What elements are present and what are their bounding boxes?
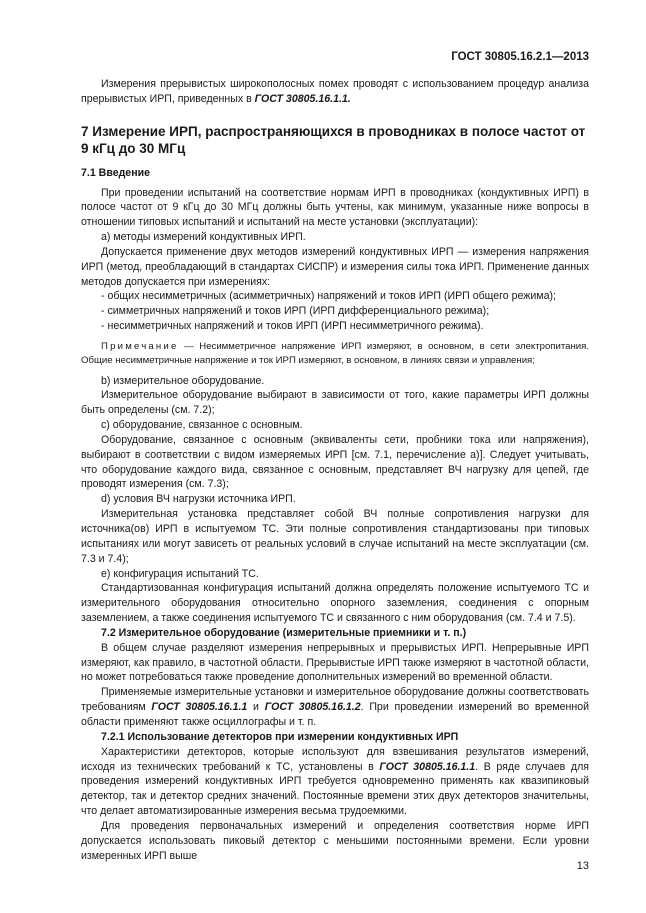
intro-text: Измерения прерывистых широкополосных помех проводят с использованием процедур анализа прерывистых ИРП, приведенных в <box>81 78 589 105</box>
list-item-c: с) оборудование, связанное с основным. <box>101 419 303 432</box>
list-item-b: b) измерительное оборудование. <box>101 374 265 387</box>
reference: ГОСТ 30805.16.1.1 <box>151 701 248 714</box>
paragraph: Допускается применение двух методов измерений кондуктивных ИРП — измерения напряжения ИРП (метод, преобладающий в стандартах СИСПР) и измерения силы тока ИРП. Применение данных методов допускается при измерениях: <box>81 245 589 288</box>
section-7-1-title: 7.1 Введение <box>81 166 151 179</box>
intro-reference: ГОСТ 30805.16.1.1. <box>254 92 351 105</box>
note-text: — Несимметричное напряжение ИРП измеряют, в основном, в сети электропитания. Общие несимметричные напряжение и ток ИРП измеряют, в основном, в линиях связи и управления; <box>81 340 589 366</box>
note-label: Примечание <box>101 340 179 352</box>
text-run: и <box>247 701 265 714</box>
note <box>81 340 589 368</box>
paragraph <box>81 745 589 819</box>
list-item-e: е) конфигурация испытаний ТС. <box>101 567 259 580</box>
paragraph: В общем случае разделяют измерения непрерывных и прерывистых ИРП. Непрерывные ИРП измеряют, как правило, в частотной области. Прерывистые ИРП также измеряют в частотной области, но может потребоваться также проведение дополнительных измерений во временной области. <box>81 641 589 684</box>
document-body <box>81 77 589 863</box>
text-run: . При проведении измерений во временной области применяют также осциллографы и т. п. <box>81 701 590 728</box>
page-number: 13 <box>576 860 589 872</box>
text-run: Применяемые измерительные установки и измерительное оборудование должны соответствовать требованиям <box>81 686 589 714</box>
list-item-d: d) условия ВЧ нагрузки источника ИРП. <box>101 493 296 506</box>
section-7-title: 7 Измерение ИРП, распространяющихся в проводниках в полосе частот от 9 кГц до 30 МГц <box>81 123 586 157</box>
bullet-item: - симметричных напряжений и токов ИРП (ИРП дифференциального режима); <box>101 305 490 318</box>
paragraph: Измерительное оборудование выбирают в зависимости от того, какие параметры ИРП должны быть определены (см. 7.2); <box>81 389 589 417</box>
standard-header: ГОСТ 30805.16.2.1—2013 <box>451 51 589 63</box>
paragraph: Стандартизованная конфигурация испытаний должна определять положение испытуемого ТС и измерительного оборудования относительно опорного заземления, соединения с опорным заземлением, а также соединения испытуемого ТС и связанного с ним оборудования (см. 7.4 и 7.5). <box>81 582 589 625</box>
reference: ГОСТ 30805.16.1.2 <box>264 701 361 714</box>
section-7-2-title: 7.2 Измерительное оборудование (измерительные приемники и т. п.) <box>101 626 467 639</box>
paragraph: При проведении испытаний на соответствие нормам ИРП в проводниках (кондуктивных ИРП) в полосе частот от 9 кГц до 30 МГц должны быть учтены, как минимум, указанные ниже вопросы в отношении типовых испытаний и испытаний на месте установки (эксплуатации): <box>81 186 589 229</box>
bullet-item: - несимметричных напряжений и токов ИРП (ИРП несимметричного режима). <box>101 320 484 333</box>
paragraph: Измерительная установка представляет собой ВЧ полные сопротивления нагрузки для источника(ов) ИРП в испытуемом ТС. Эти полные сопротивления стандартизованы при типовых испытаниях или могут зависеть от реальных условий в случае испытаний на месте эксплуатации (см. 7.3 и 7.4); <box>81 508 589 565</box>
text-run: . В ряде случаев для проведения измерений кондуктивных ИРП требуется одновременно применять как квазипиковый детектор, так и детектор средних значений. Постоянные времени этих двух детекторов значительны, что делает автоматизированные измерения весьма трудоемкими. <box>81 760 589 818</box>
reference: ГОСТ 30805.16.1.1 <box>379 760 476 773</box>
bullet-item: - общих несимметричных (асимметричных) напряжений и токов ИРП (ИРП общего режима); <box>101 290 556 303</box>
paragraph: Оборудование, связанное с основным (эквиваленты сети, пробники тока или напряжения), выбирают в соответствии с видом измеряемых ИРП [см. 7.1, перечисление а)]. Следует учитывать, что оборудование каждого вида, связанное с основным, представляет ВЧ нагрузку для цепей, где проводят измерения (см. 7.3); <box>81 433 589 491</box>
text-run: Характеристики детекторов, которые используют для взвешивания результатов измерений, исходя из технических требований к ТС, установлены в <box>81 745 589 773</box>
paragraph <box>81 685 589 730</box>
list-item-a: а) методы измерений кондуктивных ИРП. <box>101 231 306 244</box>
paragraph: Для проведения первоначальных измерений и определения соответствия норме ИРП допускается использовать пиковый детектор с меньшими постоянными времени. Если уровни измеренных ИРП выше <box>81 819 589 862</box>
section-7-2-1-title: 7.2.1 Использование детекторов при измерении кондуктивных ИРП <box>101 730 459 743</box>
intro-paragraph <box>81 77 589 107</box>
